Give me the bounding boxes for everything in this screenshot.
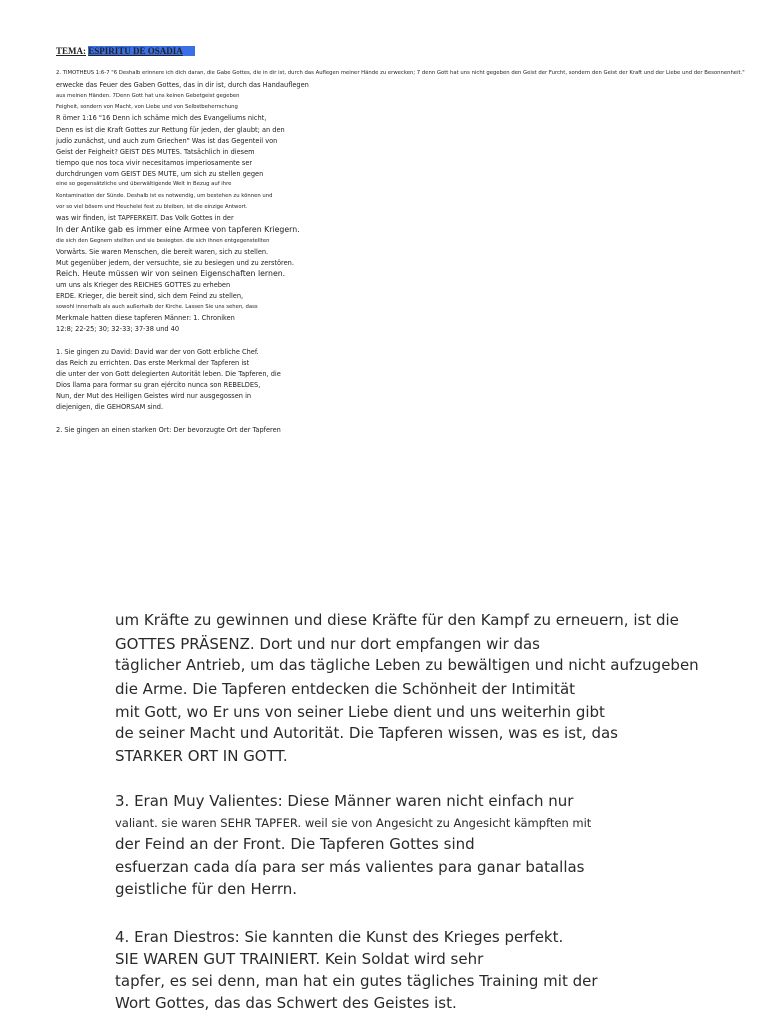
title-prefix: TEMA:	[56, 46, 86, 56]
text-line: um Kräfte zu gewinnen und diese Kräfte für den Kampf zu erneuern, ist die	[115, 611, 679, 629]
text-line: STARKER ORT IN GOTT.	[115, 747, 288, 765]
text-line: Reich. Heute müssen wir von seinen Eigenschaften lernen.	[56, 269, 286, 278]
text-line: R ömer 1:16 "16 Denn ich schäme mich des Evangeliums nicht,	[56, 114, 267, 122]
text-line: Denn es ist die Kraft Gottes zur Rettung für jeden, der glaubt; an den	[56, 126, 285, 134]
text-line: geistliche für den Herrn.	[115, 880, 298, 898]
text-line: aus meinen Händen. 7Denn Gott hat uns keinen Gebetgeist gegeben	[56, 93, 240, 99]
text-line: de seiner Macht und Autorität. Die Tapferen wissen, was es ist, das	[115, 724, 618, 742]
title-highlight: ESPIRITU DE OSADIA	[88, 46, 195, 56]
text-line: 1. Sie gingen zu David: David war der von Gott erbliche Chef.	[56, 348, 259, 356]
text-line: mit Gott, wo Er uns von seiner Liebe dient und uns weiterhin gibt	[115, 703, 605, 721]
text-line: um uns als Krieger des REICHES GOTTES zu erheben	[56, 281, 231, 289]
text-line: tapfer, es sei denn, man hat ein gutes tägliches Training mit der	[115, 972, 598, 990]
text-line: judío zunächst, und auch zum Griechen" Was ist das Gegenteil von	[56, 137, 278, 145]
text-line: Nun, der Mut des Heiligen Geistes wird nur ausgegossen in	[56, 392, 252, 400]
text-line: durchdrungen vom GEIST DES MUTE, um sich zu stellen gegen	[56, 170, 264, 178]
text-line: 12:8; 22-25; 30; 32-33; 37-38 und 40	[56, 325, 180, 333]
text-line: Kontamination der Sünde. Deshalb ist es notwendig, um bestehen zu können und	[56, 193, 273, 199]
text-line: Mut gegenüber jedem, der versuchte, sie zu besiegen und zu zerstören.	[56, 259, 294, 267]
text-line: Geist der Feigheit? GEIST DES MUTES. Tatsächlich in diesem	[56, 148, 255, 156]
text-line: sowohl innerhalb als auch außerhalb der Kirche. Lassen Sie uns sehen, dass	[56, 304, 258, 310]
text-line: 2. TIMOTHEUS 1:6-7 "6 Deshalb erinnere ich dich daran, die Gabe Gottes, die in dir ist, durch das Auflegen meiner Hände zu erwecken; 7 denn Gott hat uns nicht gegeben den Geist der Furcht, sondern den Geist der Kraft und der Liebe und der Besonnenheit."	[56, 70, 745, 76]
text-line: das Reich zu errichten. Das erste Merkmal der Tapferen ist	[56, 359, 250, 367]
text-line: GOTTES PRÄSENZ. Dort und nur dort empfangen wir das	[115, 635, 540, 653]
text-line: 4. Eran Diestros: Sie kannten die Kunst des Krieges perfekt.	[115, 928, 564, 946]
text-line: Vorwärts. Sie waren Menschen, die bereit waren, sich zu stellen.	[56, 248, 269, 256]
text-line: diejenigen, die GEHORSAM sind.	[56, 403, 164, 411]
text-line: 3. Eran Muy Valientes: Diese Männer waren nicht einfach nur	[115, 792, 574, 810]
text-line: ERDE. Krieger, die bereit sind, sich dem Feind zu stellen,	[56, 292, 244, 300]
text-line: SIE WAREN GUT TRAINIERT. Kein Soldat wird sehr	[115, 950, 484, 968]
text-line: was wir finden, ist TAPFERKEIT. Das Volk Gottes in der	[56, 214, 234, 222]
text-line: vor so viel bösem und Heuchelei fest zu bleiben, ist die einzige Antwort.	[56, 204, 248, 210]
text-line: Merkmale hatten diese tapferen Männer: 1. Chroniken	[56, 314, 235, 322]
text-line: der Feind an der Front. Die Tapferen Gottes sind	[115, 835, 475, 853]
text-line: tiempo que nos toca vivir necesitamos imperiosamente ser	[56, 159, 253, 167]
text-line: die Arme. Die Tapferen entdecken die Schönheit der Intimität	[115, 680, 576, 698]
text-line: valiant. sie waren SEHR TAPFER. weil sie von Angesicht zu Angesicht kämpften mit	[115, 816, 592, 830]
text-line: erwecke das Feuer des Gaben Gottes, das in dir ist, durch das Handauflegen	[56, 81, 309, 89]
text-line: Feigheit, sondern von Macht, von Liebe und von Selbstbeherrschung	[56, 104, 238, 110]
document-title	[56, 46, 195, 56]
text-line: täglicher Antrieb, um das tägliche Leben zu bewältigen und nicht aufzugeben	[115, 656, 699, 674]
text-line: Dios llama para formar su gran ejército nunca son REBELDES,	[56, 381, 261, 389]
text-line: eine so gegensätzliche und überwältigende Welt in Bezug auf ihre	[56, 181, 232, 187]
text-line: Wort Gottes, das das Schwert des Geistes ist.	[115, 994, 457, 1012]
text-line: 2. Sie gingen an einen starken Ort: Der bevorzugte Ort der Tapferen	[56, 426, 281, 434]
text-line: die unter der von Gott delegierten Autorität leben. Die Tapferen, die	[56, 370, 281, 378]
text-line: esfuerzan cada día para ser más valientes para ganar batallas	[115, 858, 585, 876]
text-line: In der Antike gab es immer eine Armee von tapferen Kriegern.	[56, 225, 300, 234]
text-line: die sich den Gegnern stellten und sie besiegten. die sich ihnen entgegenstellten	[56, 238, 270, 244]
